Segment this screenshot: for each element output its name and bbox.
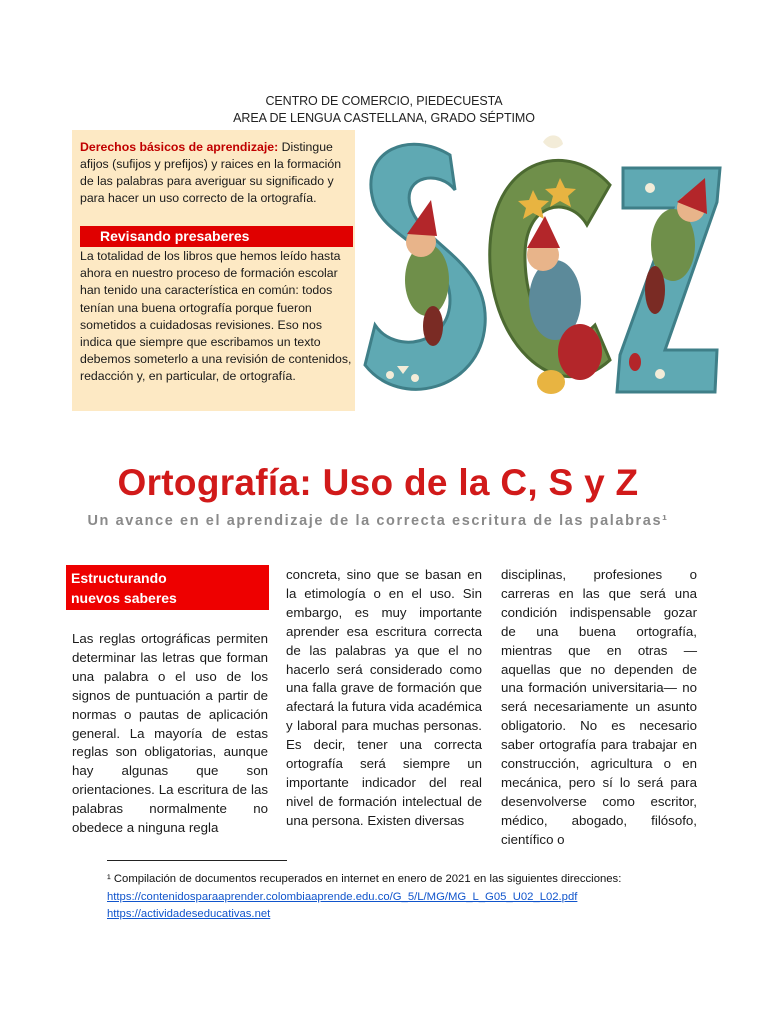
dba-label: Derechos básicos de aprendizaje: <box>80 140 279 154</box>
body-column-3: disciplinas, profesiones o carreras en las que será una condición indispensable gozar de una buena ortografía, mientras que en otras — aquellas que no dependen de una formación universitaria— no será necesariamente un asunto obligatorio. No es necesario saber ortografía para trabajar en construcción, agricultura o en mecánica, pero sí lo será para desenvolverse como escritor, médico, abogado, filósofo, científico o <box>501 567 697 847</box>
letter-z-figure <box>617 168 720 392</box>
structuring-line-2: nuevos saberes <box>71 590 177 606</box>
footnote <box>107 871 621 924</box>
presaberes-text: La totalidad de los libros que hemos leído hasta ahora en nuestro proceso de formación escolar han tenido una característica en común: todos tenían una buena ortografía porque fueron sometidos a cuidadosas revisiones. Eso nos indica que siempre que escribamos un texto debemos someterlo a una revisión de contenidos, redacción y, en particular, de ortografía. <box>80 249 352 384</box>
dba-paragraph <box>80 139 352 207</box>
footnote-link-2[interactable]: https://actividadeseducativas.net <box>107 908 271 920</box>
body-column-2: concreta, sino que se basan en la etimología o en el uso. Sin embargo, es muy importante aprender esa escritura correcta de las palabras ya que el no hacerlo será considerado como una falla grave de formación que afectará la futura vida académica y laboral para muchas personas. Es decir, tener una correcta ortografía será siempre un importante indicador del real nivel de formación intelectual de una persona. Existen diversas <box>286 567 482 828</box>
scz-illustration <box>355 130 725 415</box>
letter-c-figure <box>490 135 610 394</box>
school-name: CENTRO DE COMERCIO, PIEDECUESTA <box>265 94 503 108</box>
footnote-divider <box>107 860 287 861</box>
footnote-text: ¹ Compilación de documentos recuperados en internet en enero de 2021 en las siguientes direcciones: <box>107 873 622 885</box>
structuring-line-1: Estructurando <box>71 570 167 586</box>
dba-text: Distingue afijos (sufijos y prefijos) y raices en la formación de las palabras para averiguar su significado y para hacer un uso correcto de la ortografía. <box>80 140 342 205</box>
presaberes-heading: Revisando presaberes <box>80 226 353 247</box>
letter-s-figure <box>365 144 485 389</box>
subtitle: Un avance en el aprendizaje de la correcta escritura de las palabras¹ <box>87 513 669 529</box>
body-column-1: Las reglas ortográficas permiten determinar las letras que forman una palabra o el uso de los signos de puntuación a partir de normas o pautas de aplicación general. La mayoría de estas reglas son obligatorias, aunque hay algunas que son orientaciones. La escritura de las palabras normalmente no obedece a ninguna regla <box>72 631 268 836</box>
structuring-heading <box>66 565 269 610</box>
footnote-link-1[interactable]: https://contenidosparaaprender.colombiaaprende.edu.co/G_5/L/MG/MG_L_G05_U02_L02.pdf <box>107 890 578 903</box>
area-grade: AREA DE LENGUA CASTELLANA, GRADO SÉPTIMO <box>233 111 535 125</box>
main-title: Ortografía: Uso de la C, S y Z <box>117 462 639 503</box>
